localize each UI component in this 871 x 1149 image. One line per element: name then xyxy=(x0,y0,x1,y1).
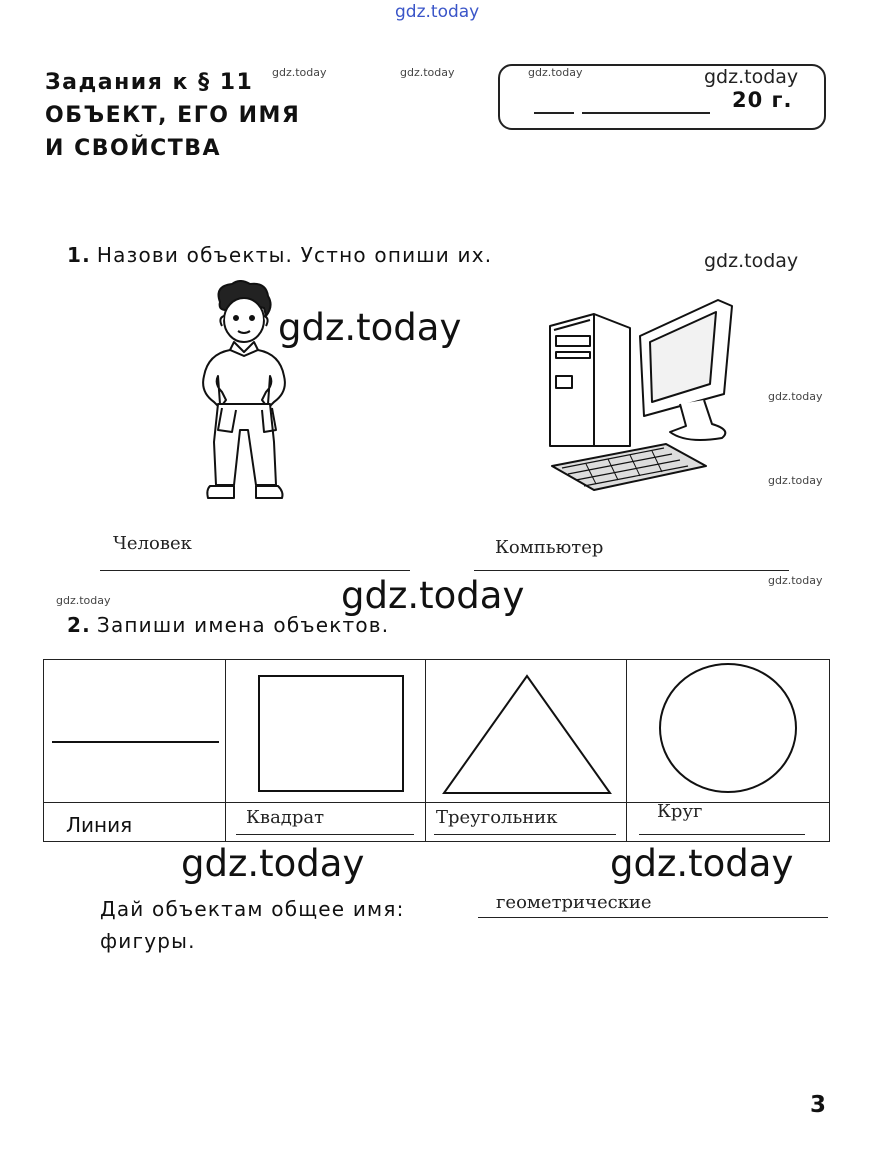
watermark-small: gdz.today xyxy=(272,66,327,79)
triangle-shape xyxy=(426,660,626,802)
watermark-small: gdz.today xyxy=(768,474,823,487)
common-name-prompt: Дай объектам общее имя: xyxy=(100,897,405,921)
page-number: 3 xyxy=(810,1092,827,1118)
shape-cell-line xyxy=(44,660,226,803)
title-line-1: Задания к § 11 xyxy=(45,70,254,95)
section-title xyxy=(45,66,300,165)
shapes-table xyxy=(43,659,830,842)
label-cell-circle xyxy=(627,803,830,842)
answer-circle: Круг xyxy=(657,801,703,822)
watermark-large: gdz.today xyxy=(278,306,462,349)
task2-heading xyxy=(67,613,389,637)
answer-line-square xyxy=(236,834,414,835)
shape-cell-circle xyxy=(627,660,830,803)
watermark-small: gdz.today xyxy=(528,66,583,79)
task1-heading xyxy=(67,243,492,267)
watermark-small: gdz.today xyxy=(400,66,455,79)
common-name-answer: геометрические xyxy=(496,892,652,913)
title-line-3: И СВОЙСТВА xyxy=(45,136,222,161)
date-day-line xyxy=(534,112,574,114)
answer-square: Квадрат xyxy=(246,807,325,828)
watermark-medium: gdz.today xyxy=(704,66,799,88)
date-year: 20 г. xyxy=(732,88,793,112)
task1-answer-left: Человек xyxy=(113,533,192,554)
label-cell-square xyxy=(226,803,426,842)
task1-answer-line-left xyxy=(100,570,410,571)
watermark-large: gdz.today xyxy=(181,842,365,885)
boy-illustration xyxy=(188,280,308,505)
common-name-line xyxy=(478,917,828,918)
circle-shape xyxy=(627,660,829,802)
computer-illustration xyxy=(546,296,736,491)
watermark-top: gdz.today xyxy=(395,2,480,22)
answer-triangle: Треугольник xyxy=(436,807,558,828)
task1-text: Назови объекты. Устно опиши их. xyxy=(96,243,493,267)
date-month-line xyxy=(582,112,710,114)
task1-number: 1. xyxy=(67,243,91,267)
shape-cell-triangle xyxy=(426,660,627,803)
label-cell-line xyxy=(44,803,226,842)
watermark-small: gdz.today xyxy=(768,574,823,587)
title-line-2: ОБЪЕКТ, ЕГО ИМЯ xyxy=(45,103,301,128)
watermark-large: gdz.today xyxy=(610,842,794,885)
watermark-small: gdz.today xyxy=(56,594,111,607)
label-cell-triangle xyxy=(426,803,627,842)
watermark-small: gdz.today xyxy=(768,390,823,403)
common-name-suffix: фигуры. xyxy=(100,929,196,953)
square-shape xyxy=(226,660,425,802)
watermark-large: gdz.today xyxy=(341,574,525,617)
task1-answer-right: Компьютер xyxy=(495,537,604,558)
answer-line-triangle xyxy=(434,834,616,835)
label-line: Линия xyxy=(66,813,133,837)
line-shape xyxy=(44,660,225,802)
shape-cell-square xyxy=(226,660,426,803)
watermark-medium: gdz.today xyxy=(704,250,799,272)
task1-answer-line-right xyxy=(474,570,789,571)
task2-number: 2. xyxy=(67,613,91,637)
answer-line-circle xyxy=(639,834,805,835)
task2-text: Запиши имена объектов. xyxy=(96,613,390,637)
